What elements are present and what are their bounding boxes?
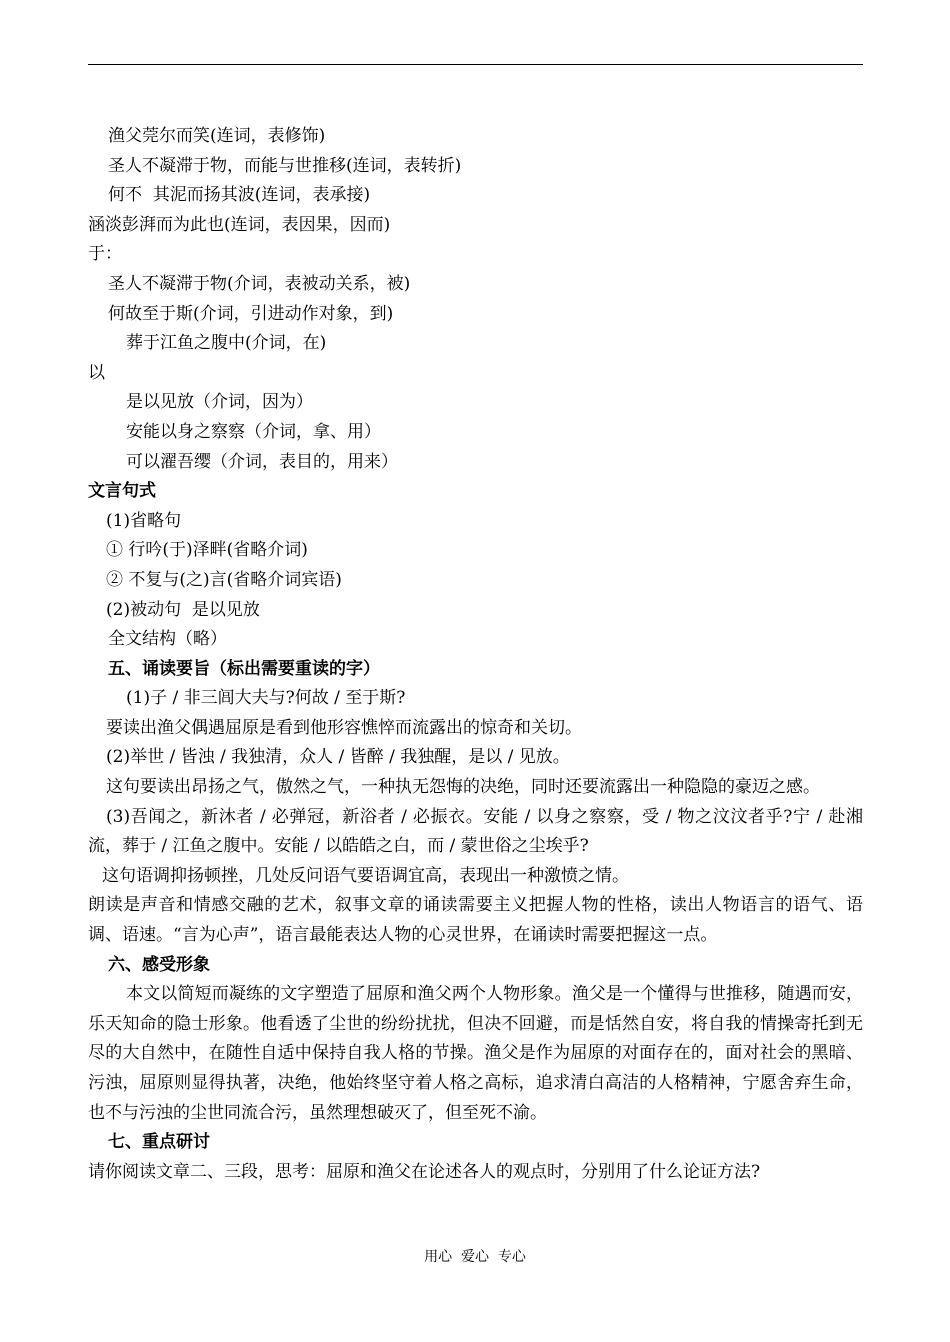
line: 要读出渔父偶遇屈原是看到他形容憔悴而流露出的惊奇和关切。 xyxy=(106,717,582,738)
line: 圣人不凝滞于物(介词，表被动关系，被) xyxy=(108,273,411,294)
section-heading: 六、感受形象 xyxy=(108,954,210,975)
line: 于： xyxy=(88,244,122,265)
line: (1)省略句 xyxy=(106,510,182,531)
line: 可以濯吾缨（介词，表目的，用来） xyxy=(126,451,398,472)
section-heading: 文言句式 xyxy=(88,481,156,502)
line: 安能以身之察察（介词，拿、用） xyxy=(126,421,381,442)
line: ① 行吟(于)泽畔(省略介词) xyxy=(106,540,308,561)
line: 是以见放（介词，因为） xyxy=(126,392,313,413)
document-body xyxy=(88,122,863,1187)
line: 涵淡彭湃而为此也(连词，表因果，因而) xyxy=(88,214,391,235)
section-heading: 七、重点研讨 xyxy=(108,1132,210,1153)
line: 何不 其泥而扬其波(连词，表承接) xyxy=(108,185,371,206)
line: (2)举世 / 皆浊 / 我独清，众人 / 皆醉 / 我独醒，是以 / 见放。 xyxy=(106,747,570,768)
paragraph: (3)吾闻之，新沐者 / 必弹冠，新浴者 / 必振衣。安能 / 以身之察察，受 / 物之汶汶者乎?宁 / 赴湘流，葬于 / 江鱼之腹中。安能 / 以皓皓之白，而 / 蒙世俗之尘埃乎? xyxy=(88,806,863,857)
paragraph: 这句要读出昂扬之气，傲然之气，一种执无怨悔的决绝，同时还要流露出一种隐隐的豪迈之感。 xyxy=(106,777,820,798)
line: 葬于江鱼之腹中(介词，在) xyxy=(126,333,327,354)
line: 渔父莞尔而笑(连词，表修饰) xyxy=(108,126,326,146)
line: ② 不复与(之)言(省略介词宾语) xyxy=(106,569,342,590)
line: 请你阅读文章二、三段，思考：屈原和渔父在论述各人的观点时，分别用了什么论证方法? xyxy=(88,1161,761,1182)
paragraph: 本文以简短而凝练的文字塑造了屈原和渔父两个人物形象。渔父是一个懂得与世推移，随遇而安，乐天知命的隐士形象。他看透了尘世的纷纷扰扰，但决不回避，而是恬然自安，将自我的情操寄托到无尽的大自然中，在随性自适中保持自我人格的节操。渔父是作为屈原的对面存在的，面对社会的黑暗、污浊，屈原则显得执著，决绝，他始终坚守着人格之高标，追求清白高洁的人格精神，宁愿舍弃生命，也不与污浊的尘世同流合污，虽然理想破灭了，但至死不渝。 xyxy=(88,984,863,1123)
line: 这句语调抑扬顿挫，几处反问语气要语调宜高，表现出一种激愤之情。 xyxy=(102,865,629,886)
header-rule xyxy=(88,64,863,65)
section-heading: 五、诵读要旨（标出需要重读的字） xyxy=(108,658,380,679)
line: (1)子 / 非三闾大夫与?何故 / 至于斯? xyxy=(126,688,406,709)
page-footer: 用心 爱心 专心 xyxy=(424,1249,526,1265)
line: 全文结构（略） xyxy=(108,629,227,650)
line: 圣人不凝滞于物，而能与世推移(连词，表转折) xyxy=(108,155,462,176)
line: 以 xyxy=(88,362,105,383)
line: (2)被动句 是以见放 xyxy=(106,599,260,620)
paragraph: 朗读是声音和情感交融的艺术，叙事文章的诵读需要主义把握人物的性格，读出人物语言的语气、语调、语速。“言为心声”，语言最能表达人物的心灵世界，在诵读时需要把握这一点。 xyxy=(88,895,863,946)
line: 何故至于斯(介词，引进动作对象，到) xyxy=(108,303,394,324)
